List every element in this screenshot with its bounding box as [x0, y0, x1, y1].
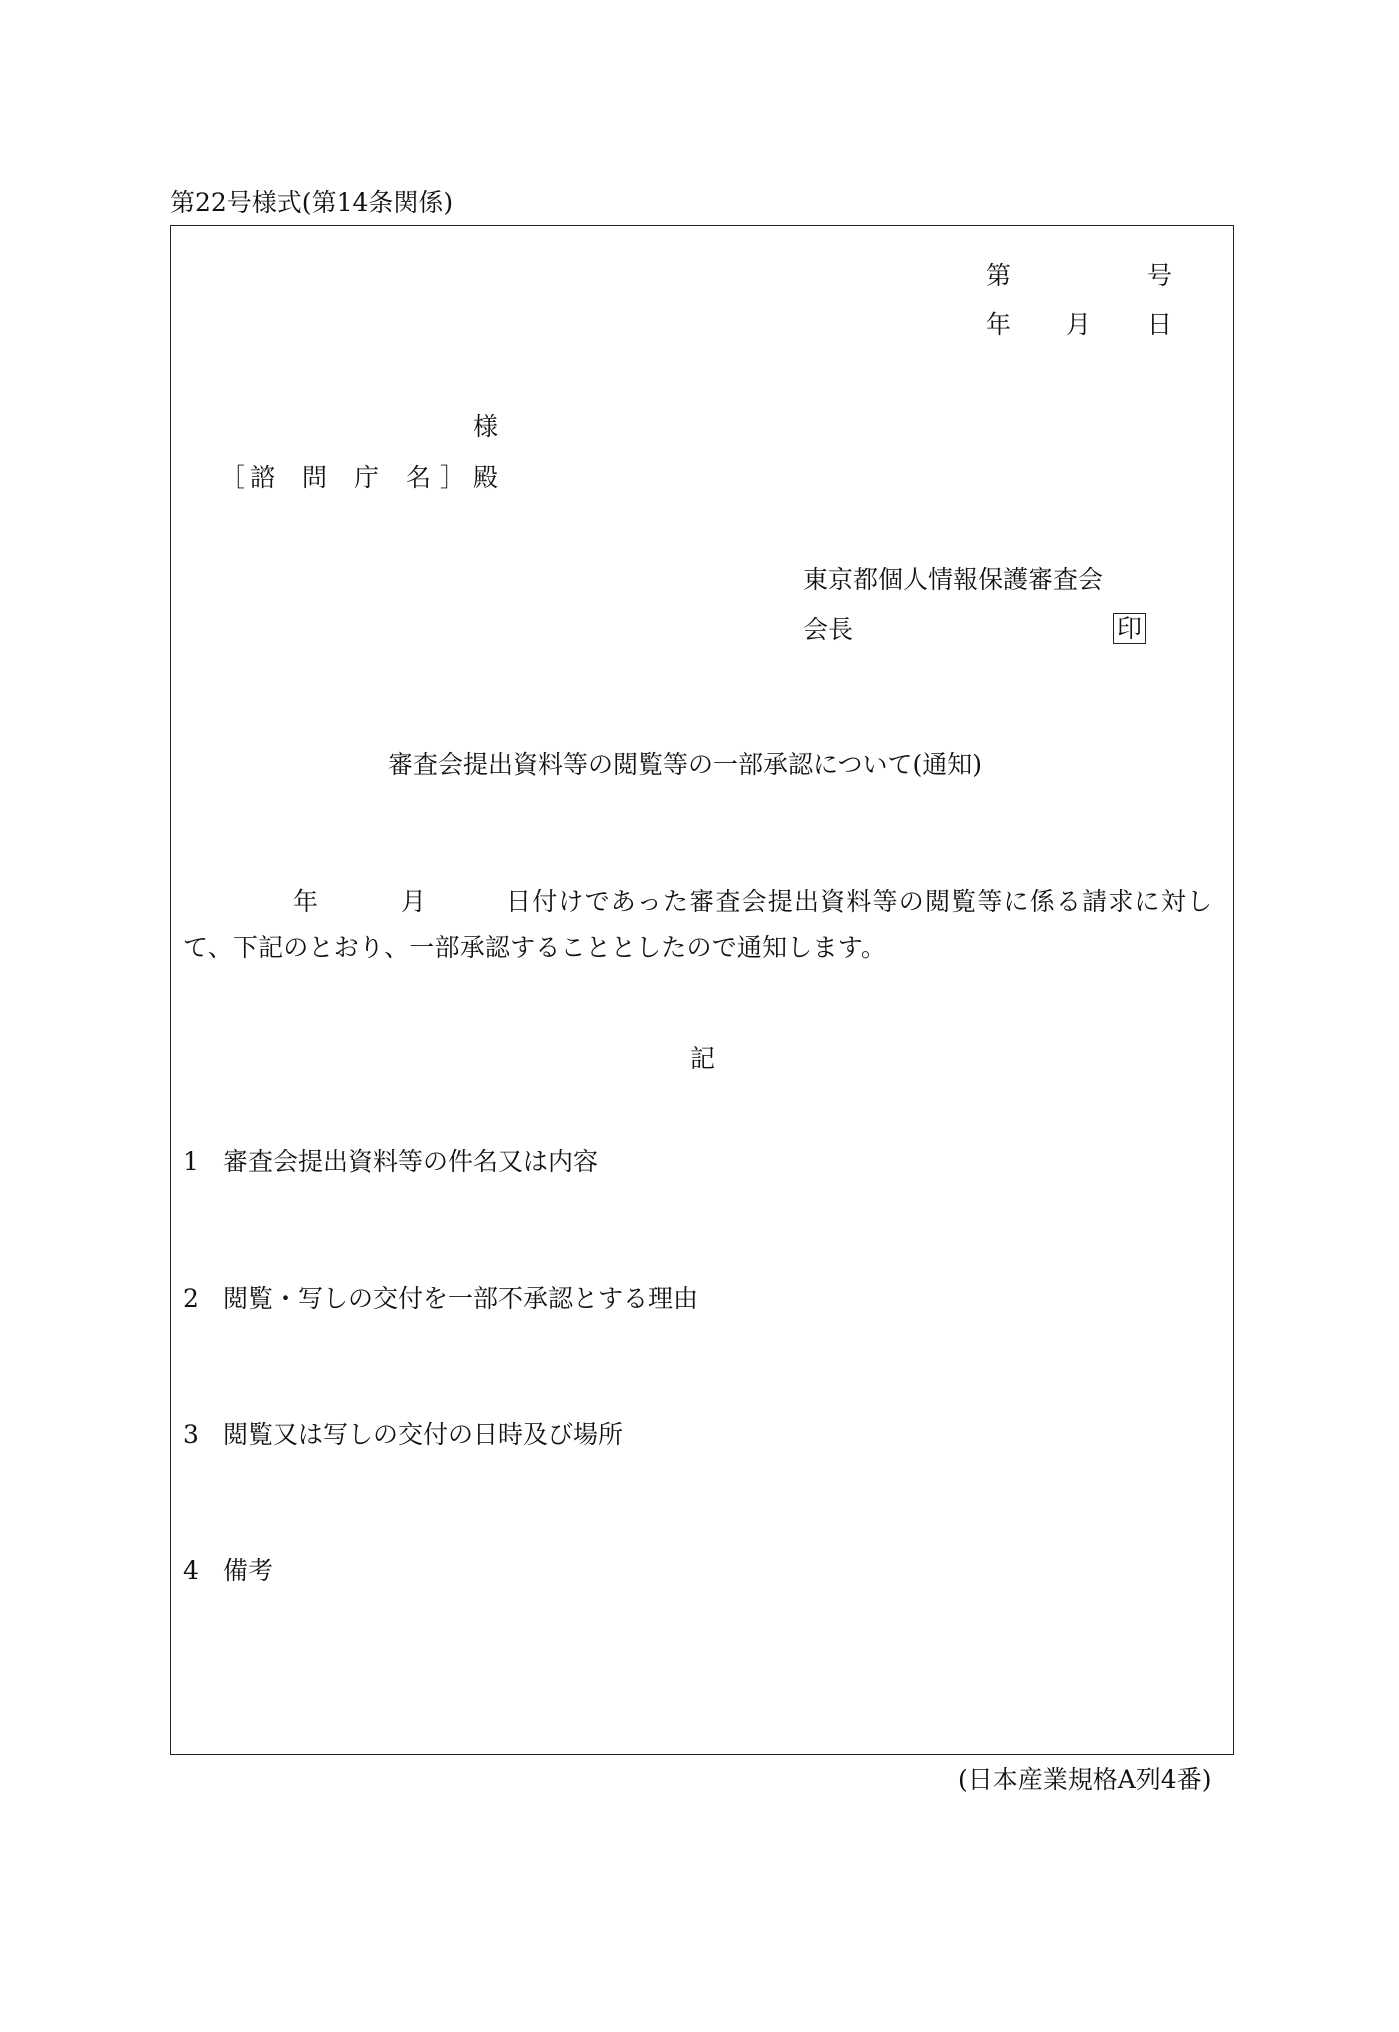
agency-char-1: 諮	[250, 463, 276, 492]
item-number: 1	[183, 1147, 199, 1176]
item-number: 4	[183, 1556, 199, 1585]
body-month: 月	[401, 887, 427, 916]
item-label: 備考	[223, 1556, 274, 1585]
footer-note: (日本産業規格A列4番)	[958, 1765, 1212, 1794]
agency-char-2: 問	[302, 463, 328, 492]
ki-heading: 記	[690, 1044, 716, 1073]
document-title: 審査会提出資料等の閲覧等の一部承認について(通知)	[388, 750, 983, 779]
document-frame	[170, 225, 1234, 1755]
seal-mark	[1113, 613, 1146, 644]
doc-number-suffix: 号	[1147, 261, 1173, 290]
recipient-dono: 殿	[473, 463, 499, 492]
item-number: 3	[183, 1420, 199, 1449]
seal-text: 印	[1113, 613, 1146, 644]
agency-char-4: 名	[406, 463, 432, 492]
item-label: 閲覧又は写しの交付の日時及び場所	[223, 1420, 624, 1449]
item-label: 審査会提出資料等の件名又は内容	[223, 1147, 599, 1176]
sender-organization: 東京都個人情報保護審査会	[803, 565, 1104, 594]
date-month: 月	[1066, 310, 1092, 339]
sender-chair-label: 会長	[803, 615, 854, 644]
doc-number-prefix: 第	[986, 261, 1012, 290]
recipient-sama: 様	[473, 412, 499, 441]
form-label: 第22号様式(第14条関係)	[170, 188, 454, 217]
date-year: 年	[986, 310, 1012, 339]
body-line-1: 日付けであった審査会提出資料等の閲覧等に係る請求に対し	[506, 887, 1214, 916]
date-day: 日	[1147, 310, 1173, 339]
agency-char-3: 庁	[354, 463, 380, 492]
agency-bracket-open: ［	[220, 463, 246, 492]
item-label: 閲覧・写しの交付を一部不承認とする理由	[223, 1284, 699, 1313]
body-year: 年	[293, 887, 319, 916]
body-line-2: て、下記のとおり、一部承認することとしたので通知します。	[183, 933, 887, 962]
agency-bracket-close: ］	[440, 463, 466, 492]
item-number: 2	[183, 1284, 199, 1313]
